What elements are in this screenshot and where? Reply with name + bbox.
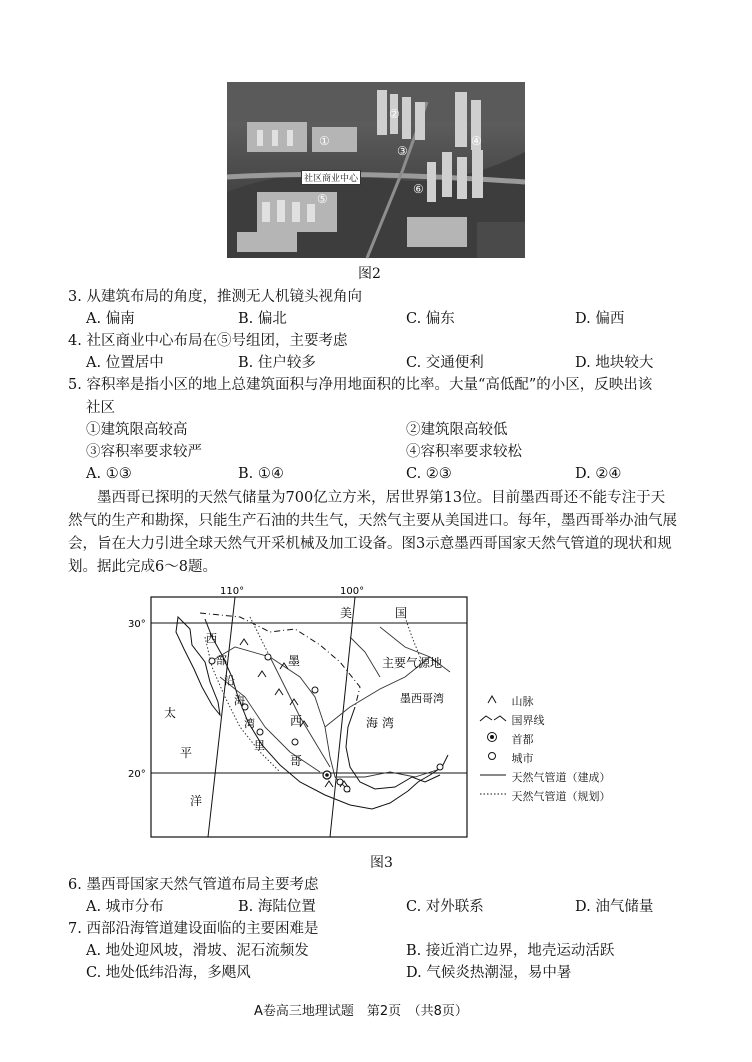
map-label-hai: 海 — [234, 694, 245, 707]
lat-label-30: 30° — [128, 619, 146, 630]
question-7-option-a: A. 地处迎风坡，滑坡、泥石流频发 — [86, 943, 309, 959]
photo-label-commercial-center: 社区商业中心 — [301, 170, 361, 185]
lon-label-100: 100° — [340, 586, 365, 597]
question-5-item-3: ③容积率要求较严 — [86, 444, 202, 460]
pipeline-built-icon — [478, 769, 508, 781]
question-5-stem: 5. 容积率是指小区的地上总建筑面积与净用地面积的比率。大量“高低配”的小区，反映出该 — [68, 377, 653, 393]
question-5-option-c: C. ②③ — [406, 466, 452, 482]
legend-row-city — [478, 750, 534, 766]
legend-row-border — [478, 712, 545, 728]
question-4-option-d: D. 地块较大 — [575, 355, 654, 371]
question-5-item-4: ④容积率要求较松 — [406, 444, 522, 460]
map-label-xi: 西 — [290, 714, 303, 728]
question-3-option-a: A. 偏南 — [86, 311, 135, 327]
legend-row-mountain — [478, 693, 534, 709]
question-4-stem: 4. 社区商业中心布局在⑤号组团，主要考虑 — [68, 333, 348, 349]
aerial-photo — [227, 82, 525, 258]
question-4-option-b: B. 住户较多 — [238, 355, 316, 371]
question-5-stem-cont: 社区 — [86, 400, 115, 416]
legend-label: 天然气管道（规划） — [511, 790, 611, 803]
question-3-option-b: B. 偏北 — [238, 311, 287, 327]
question-5-option-a: A. ①③ — [86, 466, 132, 482]
photo-label-2: ② — [389, 107, 400, 121]
map-label-ping: 平 — [180, 746, 193, 760]
figure-2-caption: 图2 — [358, 266, 381, 282]
map-label-yan: 沿 — [224, 674, 235, 687]
question-4-option-c: C. 交通便利 — [406, 355, 484, 371]
map-label-gulf: 墨西哥湾 — [400, 692, 444, 705]
question-7-option-b: B. 接近消亡边界，地壳运动活跃 — [406, 943, 615, 959]
map-label-wan2: 湾 — [382, 716, 395, 730]
legend-label: 山脉 — [511, 695, 534, 708]
map-label-mei: 美 — [340, 606, 353, 620]
legend-row-pipeline-built — [478, 769, 611, 785]
question-7-option-c: C. 地处低纬沿海，多飓风 — [86, 965, 251, 981]
question-7-option-d: D. 气候炎热潮湿，易中暑 — [406, 965, 572, 981]
map-label-gas-source: 主要气源地 — [382, 656, 443, 670]
question-5-option-d: D. ②④ — [575, 466, 622, 482]
map-label-wan: 湾 — [244, 717, 255, 730]
border-line-icon — [478, 712, 508, 724]
pipeline-planned-icon — [478, 788, 508, 800]
figure-3-caption: 图3 — [370, 855, 393, 871]
question-7-stem: 7. 西部沿海管道建设面临的主要困难是 — [68, 921, 319, 937]
map-label-yang: 洋 — [190, 794, 203, 808]
capital-icon — [478, 731, 508, 743]
legend-row-pipeline-planned — [478, 788, 611, 804]
page-footer: A卷高三地理试题 第2页 （共8页） — [254, 1004, 468, 1019]
mountain-icon — [478, 693, 508, 705]
map-label-guo: 国 — [395, 606, 408, 620]
aerial-photo-drawing — [227, 82, 525, 258]
map-label-mo: 墨 — [288, 654, 301, 668]
map-label-li: 里 — [254, 739, 265, 752]
question-6-option-b: B. 海陆位置 — [238, 899, 316, 915]
question-3-stem: 3. 从建筑布局的角度，推测无人机镜头视角向 — [68, 289, 362, 305]
question-3-option-c: C. 偏东 — [406, 311, 455, 327]
lat-label-20: 20° — [128, 769, 146, 780]
map-label-tai: 太 — [164, 706, 177, 720]
photo-label-6: ⑥ — [413, 182, 424, 196]
question-3-option-d: D. 偏西 — [575, 311, 625, 327]
photo-label-4: ④ — [471, 134, 482, 148]
map-label-bu: 部 — [216, 654, 227, 667]
map-label-west: 西 — [206, 632, 217, 645]
mexico-pipeline-map — [128, 577, 468, 839]
question-4-option-a: A. 位置居中 — [86, 355, 164, 371]
legend-label: 国界线 — [511, 714, 545, 727]
passage-text: 墨西哥已探明的天然气储量为700亿立方米，居世界第13位。目前墨西哥还不能专注于天然气的生产和勘探，只能生产石油的共生气，天然气主要从美国进口。每年，墨西哥举办油气展会，旨在大力引进全球天然气开采机械及加工设备。图3示意墨西哥国家天然气管道的现状和规划。据此完成6～8题。 — [68, 490, 677, 575]
photo-label-5: ⑤ — [317, 192, 328, 206]
legend-label: 天然气管道（建成） — [511, 771, 611, 784]
question-5-item-1: ①建筑限高较高 — [86, 422, 188, 438]
question-6-option-d: D. 油气储量 — [575, 899, 654, 915]
question-6-option-a: A. 城市分布 — [86, 899, 164, 915]
lon-label-110: 110° — [220, 586, 245, 597]
question-5-item-2: ②建筑限高较低 — [406, 422, 508, 438]
city-icon — [478, 750, 508, 762]
photo-label-1: ① — [319, 134, 330, 148]
question-6-stem: 6. 墨西哥国家天然气管道布局主要考虑 — [68, 877, 319, 893]
legend-label: 城市 — [511, 752, 534, 765]
question-6-option-c: C. 对外联系 — [406, 899, 484, 915]
map-label-hai2: 海 — [366, 716, 379, 730]
photo-label-3: ③ — [397, 144, 408, 158]
legend-label: 首都 — [511, 733, 534, 746]
legend-row-capital — [478, 731, 534, 747]
map-label-ge: 哥 — [290, 754, 303, 768]
question-5-option-b: B. ①④ — [238, 466, 284, 482]
